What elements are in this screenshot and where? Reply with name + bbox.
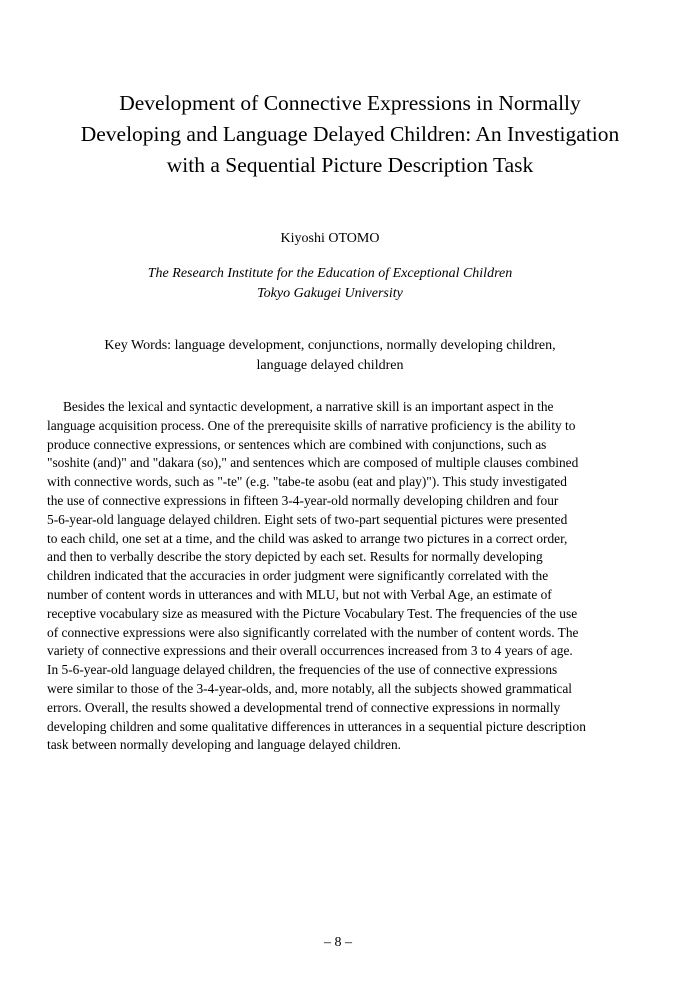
abstract-line: to each child, one set at a time, and the child was asked to arrange two pictures in a correct order,	[47, 530, 568, 546]
keywords-line-1	[0, 336, 660, 356]
abstract-line: 5-6-year-old language delayed children. Eight sets of two-part sequential pictures were presented	[47, 511, 568, 527]
abstract-line: number of content words in utterances and with MLU, but not with Verbal Age, an estimate of	[47, 586, 552, 602]
affiliation-university: Tokyo Gakugei University	[257, 286, 403, 301]
abstract-line: variety of connective expressions and their overall occurrences increased from 3 to 4 years of age.	[47, 643, 573, 659]
title-line: Development of Connective Expressions in Normally	[119, 91, 581, 115]
abstract-line: the use of connective expressions in fifteen 3-4-year-old normally developing children and four	[47, 492, 559, 508]
abstract-line: with connective words, such as "-te" (e.g. "tabe-te asobu (eat and play)"). This study investigated	[47, 474, 567, 490]
keywords-text: language development, conjunctions, normally developing children,	[171, 338, 556, 353]
keywords-label: Key Words:	[104, 338, 172, 353]
abstract-line: were similar to those of the 3-4-year-olds, and, more notably, all the subjects showed grammatical	[47, 680, 573, 696]
paper-title	[30, 88, 670, 181]
abstract-line: task between normally developing and language delayed children.	[47, 737, 401, 753]
abstract-line: receptive vocabulary size as measured with the Picture Vocabulary Test. The frequencies of the use	[47, 605, 578, 621]
affiliation-institute: The Research Institute for the Education of Exceptional Children	[147, 266, 513, 281]
abstract	[47, 398, 677, 755]
affiliation	[0, 264, 660, 304]
page-number: – 8 –	[324, 935, 352, 950]
abstract-line: children indicated that the accuracies in order judgment were significantly correlated with the	[47, 568, 549, 584]
abstract-line: "soshite (and)" and "dakara (so)," and sentences which are composed of multiple clauses combined	[47, 455, 579, 471]
abstract-line: errors. Overall, the results showed a developmental trend of connective expressions in normally	[47, 699, 561, 715]
abstract-line: and then to verbally describe the story depicted by each set. Results for normally developing	[47, 549, 543, 565]
abstract-line: developing children and some qualitative differences in utterances in a sequential picture description	[47, 718, 586, 734]
abstract-line: In 5-6-year-old language delayed children, the frequencies of the use of connective expressions	[47, 662, 558, 678]
abstract-line: Besides the lexical and syntactic development, a narrative skill is an important aspect in the	[63, 399, 554, 414]
keywords-line-2: language delayed children	[256, 358, 404, 373]
title-line: with a Sequential Picture Description Task	[166, 153, 534, 177]
title-line: Developing and Language Delayed Children: An Investigation	[80, 122, 620, 146]
keywords	[0, 336, 660, 376]
abstract-line: produce connective expressions, or sentences which are combined with conjunctions, such as	[47, 436, 547, 452]
abstract-line: of connective expressions were also significantly correlated with the number of content words. The	[47, 624, 579, 640]
author-name: Kiyoshi OTOMO	[280, 231, 380, 246]
abstract-line: language acquisition process. One of the prerequisite skills of narrative proficiency is the ability to	[47, 417, 576, 433]
